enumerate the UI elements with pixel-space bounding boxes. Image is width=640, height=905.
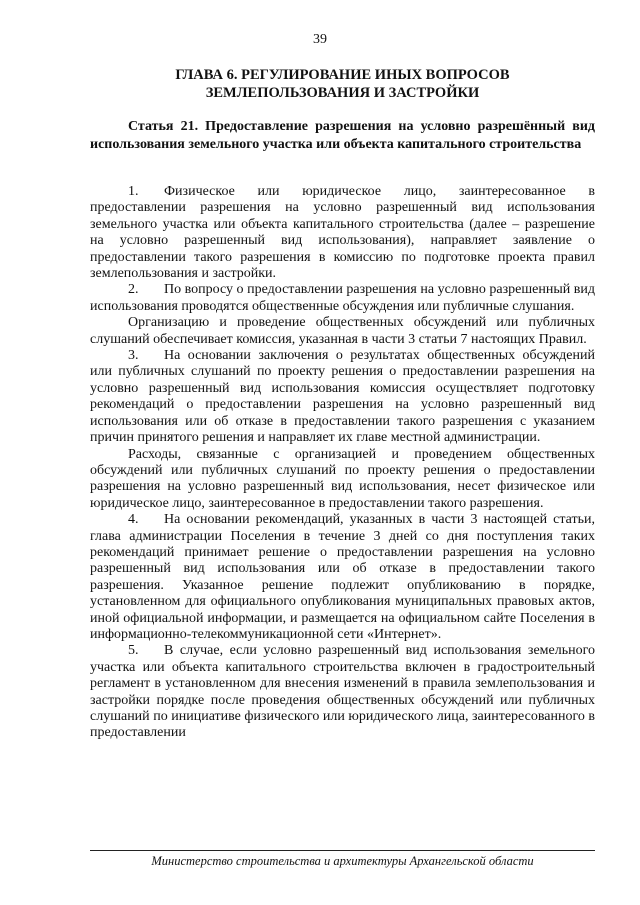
chapter-title-line-2: ЗЕМЛЕПОЛЬЗОВАНИЯ И ЗАСТРОЙКИ xyxy=(205,85,480,101)
paragraph-text: На основании рекомендаций, указанных в части 3 настоящей статьи, глава администрации Поселения в течение 3 дней со дня поступления таких рекомендаций принимает решение о предоставлении разрешения на условно разрешенный вид использования или об отказе в предоставлении такого разрешения. Указанное решение подлежит опубликованию в порядке, установленном для официального опубликования муниципальных правовых актов, иной официальной информации, и размещается на официальном сайте Поселения в информационно-телекоммуникационной сети «Интернет». xyxy=(90,512,595,642)
paragraph-3-continued xyxy=(90,447,595,513)
footer-divider xyxy=(90,850,595,851)
paragraph-number: 3. xyxy=(128,348,139,364)
paragraph-number: 5. xyxy=(128,643,139,659)
paragraph-number: 2. xyxy=(128,282,139,298)
paragraph-number: 4. xyxy=(128,512,139,528)
footer-ministry: Министерство строительства и архитектуры Архангельской области xyxy=(151,854,534,868)
paragraph-text: По вопросу о предоставлении разрешения на условно разрешенный вид использования проводятся общественные обсуждения или публичные слушания. xyxy=(90,282,595,314)
paragraph-2-continued xyxy=(90,315,595,348)
chapter-title xyxy=(90,66,595,102)
chapter-title-line-1: ГЛАВА 6. РЕГУЛИРОВАНИЕ ИНЫХ ВОПРОСОВ xyxy=(175,67,510,83)
paragraph-text: Организацию и проведение общественных обсуждений или публичных слушаний обеспечивает комиссия, указанная в части 3 статьи 7 настоящих Правил. xyxy=(90,315,595,347)
document-body xyxy=(90,184,595,742)
paragraph-4 xyxy=(90,512,595,643)
paragraph-3 xyxy=(90,348,595,446)
paragraph-text: В случае, если условно разрешенный вид использования земельного участка или объекта капитального строительства включен в градостроительный регламент в установленном для внесения изменений в правила землепользования и застройки порядке после проведения общественных обсуждений или публичных слушаний по инициативе физического или юридического лица, заинтересованного в предоставлении xyxy=(90,643,595,741)
paragraph-number: 1. xyxy=(128,184,139,199)
article-title: Статья 21. Предоставление разрешения на условно разрешённый вид использования земельного участка или объекта капитального строительства xyxy=(90,119,595,152)
paragraph-text: Физическое или юридическое лицо, заинтересованное в предоставлении разрешения на условно разрешенный вид использования земельного участка или объекта капитального строительства (далее – разрешение на условно разрешенный вид использования), направляет заявление о предоставлении такого разрешения в комиссию по подготовке проекта правил землепользования и застройки. xyxy=(90,184,595,282)
paragraph-text: На основании заключения о результатах общественных обсуждений или публичных слушаний по проекту решения о предоставлении разрешения на условно разрешенный вид использования комиссия осуществляет подготовку рекомендаций о предоставлении разрешения на условно разрешенный вид использования или об отказе в предоставлении такого разрешения с указанием причин принятого решения и направляет их главе местной администрации. xyxy=(90,348,595,446)
page-number: 39 xyxy=(313,32,327,47)
paragraph-text: Расходы, связанные с организацией и проведением общественных обсуждений или публичных слушаний по проекту решения о предоставлении разрешения на условно разрешенный вид использования, несет физическое или юридическое лицо, заинтересованное в предоставлении такого разрешения. xyxy=(90,446,595,511)
paragraph-5 xyxy=(90,643,595,741)
paragraph-2 xyxy=(90,282,595,315)
paragraph-1 xyxy=(90,184,595,282)
